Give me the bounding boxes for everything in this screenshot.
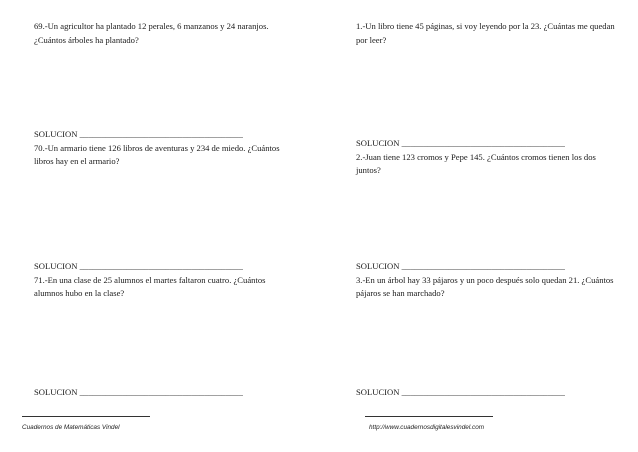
footer-url: http://www.cuadernosdigitalesvindel.com bbox=[369, 424, 485, 431]
problem-2 bbox=[356, 137, 618, 178]
problem-70-text: 70.-Un armario tiene 126 libros de aventuras y 234 de miedo. ¿Cuántos libros hay en el armario? bbox=[34, 142, 280, 166]
solution-block-3 bbox=[356, 386, 618, 400]
solution-block-71 bbox=[34, 386, 294, 400]
solution-line-3: SOLUCION ______________________________________ bbox=[356, 387, 565, 397]
footer-rule-left bbox=[22, 416, 150, 417]
problem-71 bbox=[34, 260, 294, 301]
solution-line-2: SOLUCION ______________________________________ bbox=[356, 261, 565, 271]
problem-2-text: 2.-Juan tiene 123 cromos y Pepe 145. ¿Cuántos cromos tienen los dos juntos? bbox=[356, 151, 596, 175]
solution-line-71: SOLUCION ______________________________________ bbox=[34, 387, 243, 397]
solution-line-1: SOLUCION ______________________________________ bbox=[356, 138, 565, 148]
problem-70 bbox=[34, 128, 294, 169]
footer-rule-right bbox=[365, 416, 493, 417]
problem-3 bbox=[356, 260, 618, 301]
problem-71-text: 71.-En una clase de 25 alumnos el martes faltaron cuatro. ¿Cuántos alumnos hubo en la clase? bbox=[34, 274, 266, 298]
right-column bbox=[356, 0, 618, 452]
problem-1-text: 1.-Un libro tiene 45 páginas, si voy leyendo por la 23. ¿Cuántas me quedan por leer? bbox=[356, 21, 615, 45]
solution-line-70: SOLUCION ______________________________________ bbox=[34, 261, 243, 271]
problem-1 bbox=[356, 20, 618, 47]
problem-3-text: 3.-En un árbol hay 33 pájaros y un poco después solo quedan 21. ¿Cuántos pájaros se han marchado? bbox=[356, 274, 614, 298]
left-column bbox=[34, 0, 294, 452]
problem-69-text: 69.-Un agricultor ha plantado 12 perales, 6 manzanos y 24 naranjos. ¿Cuántos árboles ha plantado? bbox=[34, 21, 269, 45]
problem-69 bbox=[34, 20, 294, 47]
solution-line-69: SOLUCION ______________________________________ bbox=[34, 129, 243, 139]
footer-publisher: Cuadernos de Matemáticas Vindel bbox=[22, 424, 120, 431]
